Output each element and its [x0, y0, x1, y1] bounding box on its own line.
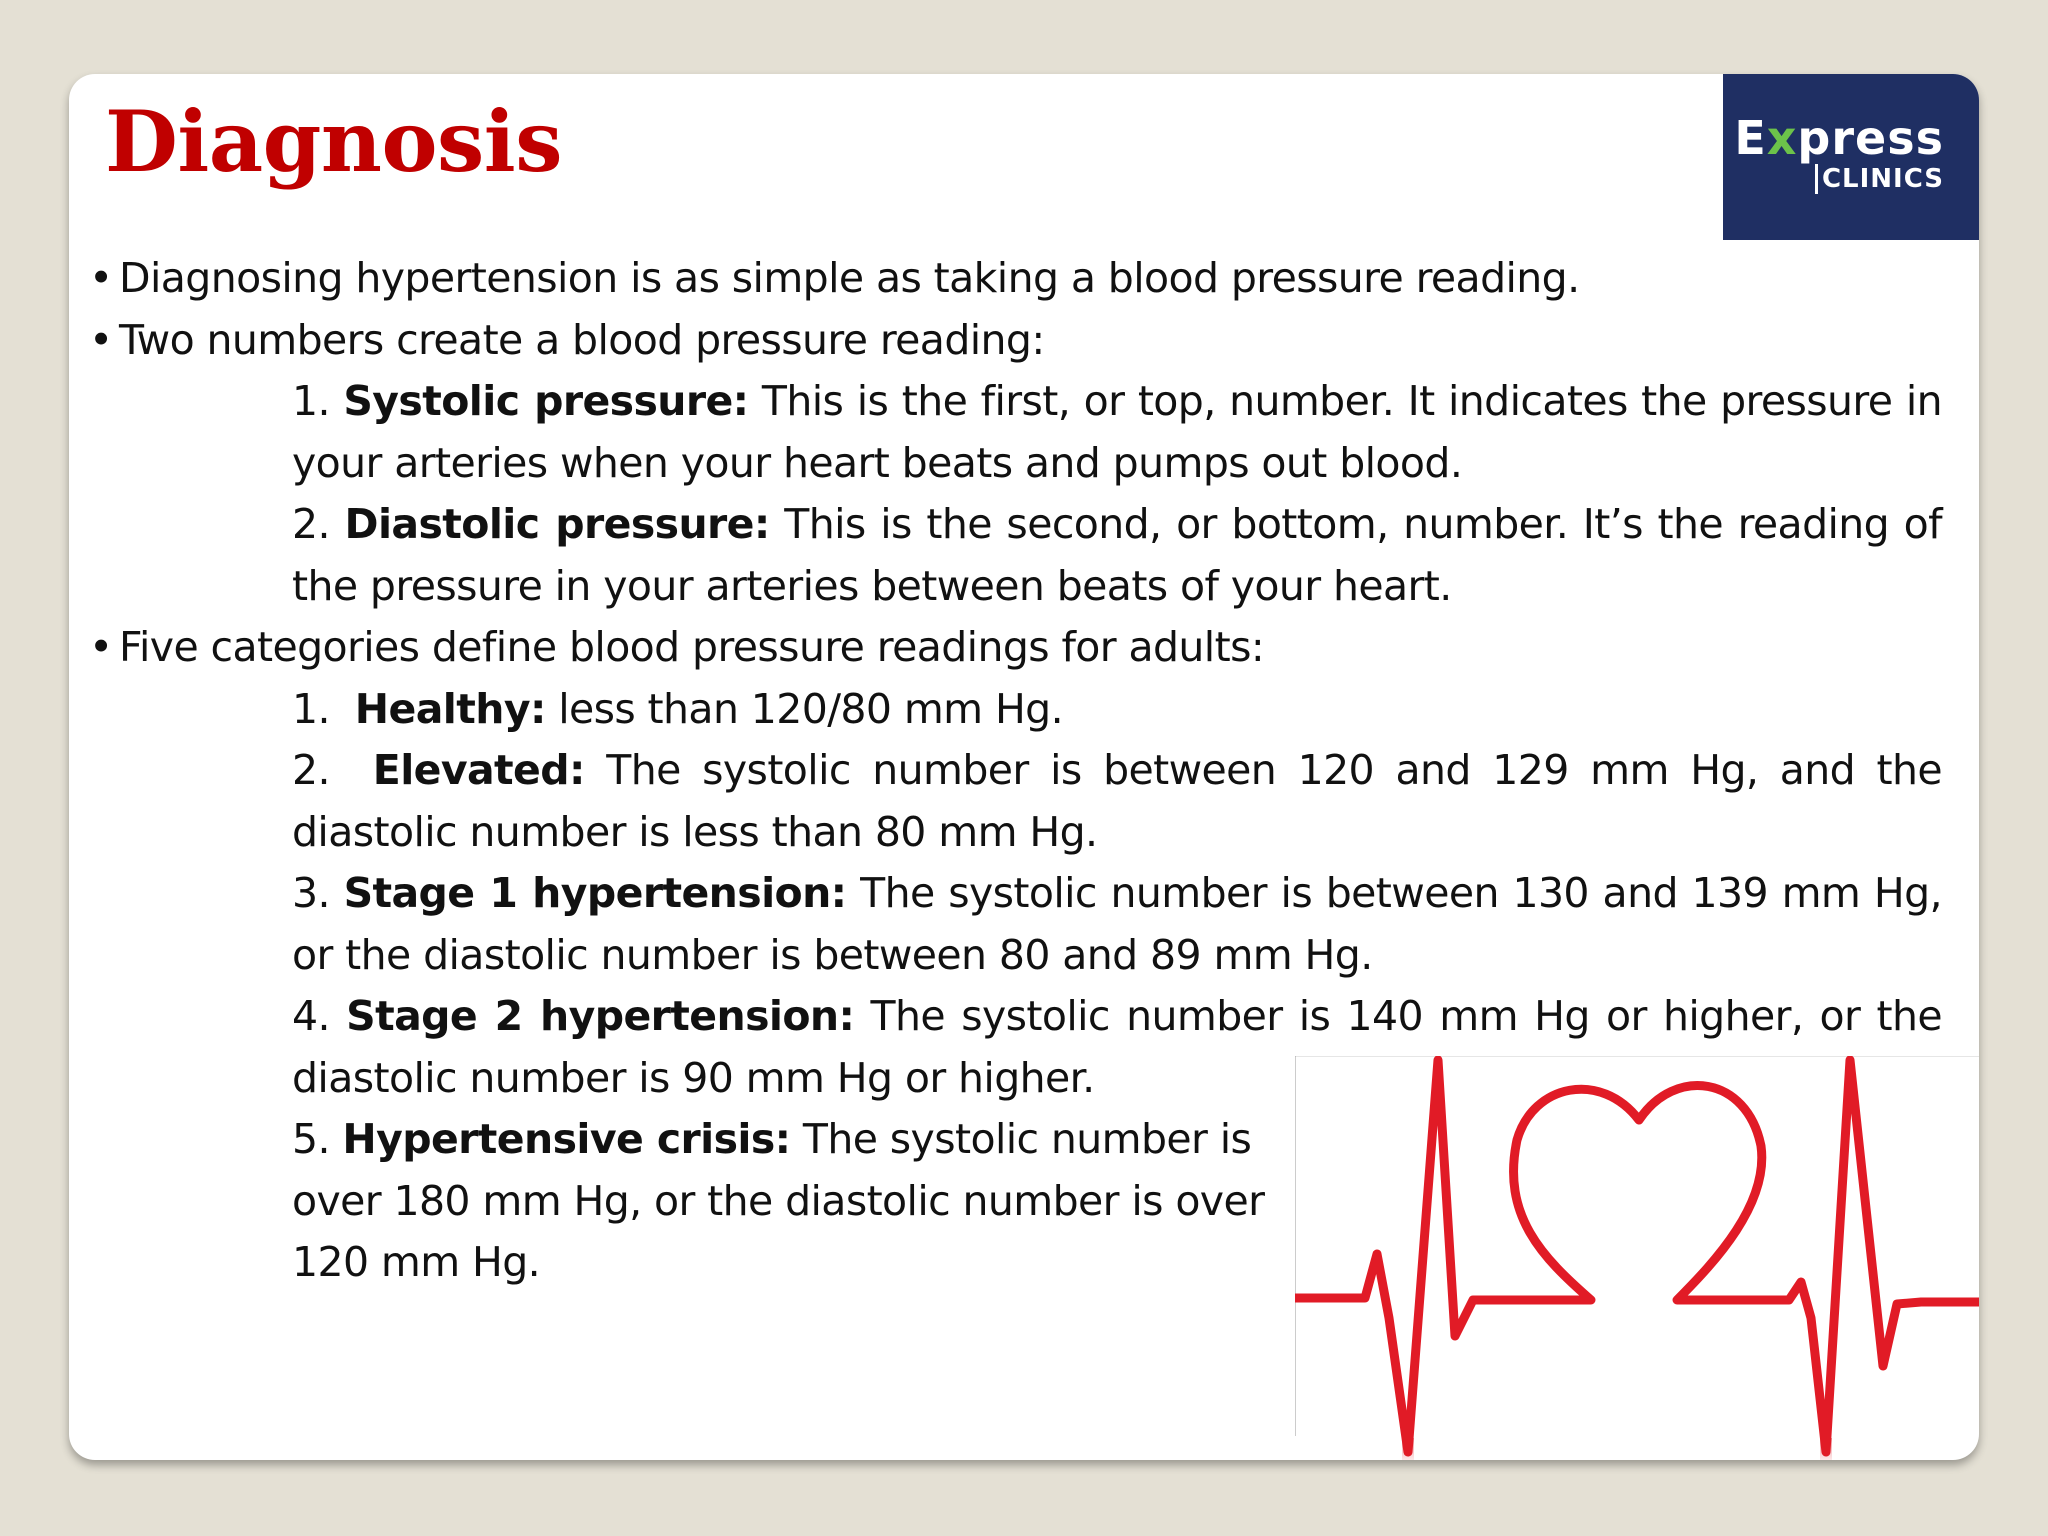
bullet-item: • Two numbers create a blood pressure reading: — [89, 310, 1959, 372]
list-item: 1. Systolic pressure: This is the first, or top, number. It indicates the pressure in your arteries when your heart beats and pumps out blood. — [292, 377, 1942, 487]
bullet-dot: • — [89, 315, 113, 364]
list-item: 4. Stage 2 hypertension: The systolic number is 140 mm Hg or higher, or the diastolic number is 90 mm Hg or higher. — [292, 992, 1942, 1102]
list-item: 3. Stage 1 hypertension: The systolic number is between 130 and 139 mm Hg, or the diastolic number is between 80 and 89 mm Hg. — [292, 869, 1942, 979]
list-item: 2. Elevated: The systolic number is between 120 and 129 mm Hg, and the diastolic number is less than 80 mm Hg. — [292, 746, 1943, 856]
list-item: 2. Diastolic pressure: This is the second, or bottom, number. It’s the reading of the pressure in your arteries between beats of your heart. — [292, 500, 1942, 610]
express-clinics-logo — [1723, 74, 1979, 240]
list-item: 5. Hypertensive crisis: The systolic number is over 180 mm Hg, or the diastolic number is over 120 mm Hg. — [292, 1115, 1265, 1286]
ekg-reflection-right — [1820, 1438, 1832, 1460]
bullet-dot: • — [89, 254, 113, 302]
logo-x-mark: x — [1766, 111, 1798, 165]
bullet-item: • Five categories define blood pressure readings for adults: — [89, 617, 1959, 679]
bullet-dot: • — [89, 623, 113, 671]
logo-subtitle: CLINICS — [1815, 164, 1944, 194]
logo-wordmark: Express — [1734, 111, 1944, 165]
slide-title: Diagnosis — [105, 92, 563, 191]
heartbeat-heart-icon — [1295, 1056, 1979, 1460]
ekg-line — [1295, 1060, 1979, 1452]
list-item: 1. Healthy: less than 120/80 mm Hg. — [292, 684, 1064, 733]
slide — [69, 74, 1979, 1460]
ekg-reflection-left — [1402, 1438, 1414, 1460]
bullet-item: • Diagnosing hypertension is as simple as taking a blood pressure reading. — [89, 248, 1959, 310]
